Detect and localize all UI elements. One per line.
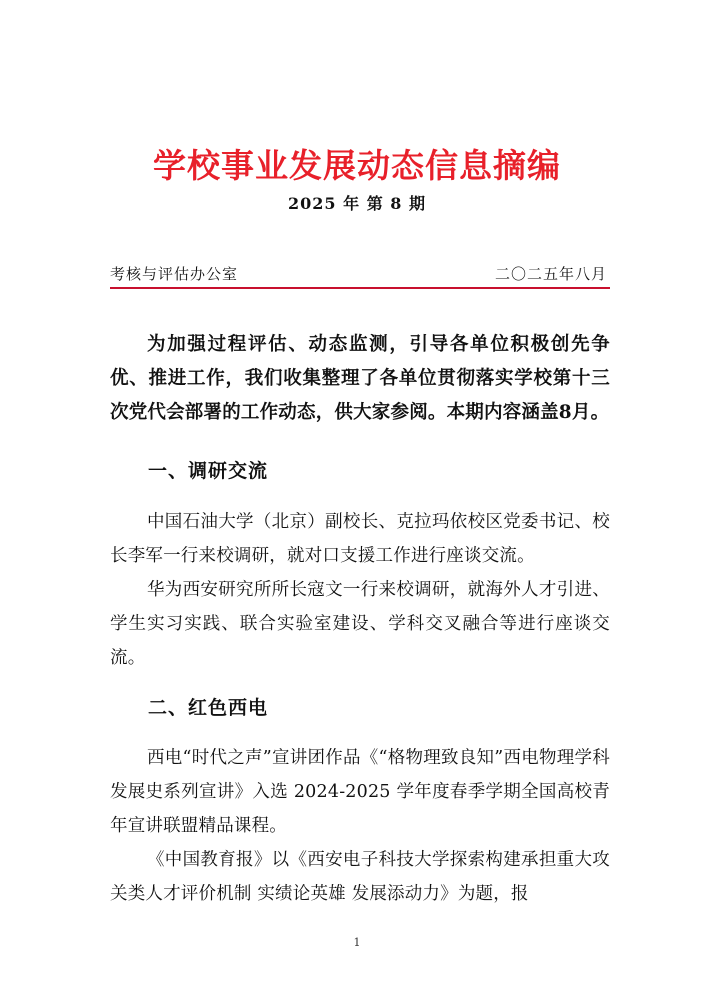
intro-paragraph: 为加强过程评估、动态监测，引导各单位积极创先争优、推进工作，我们收集整理了各单位贯彻落实学校第十三次党代会部署的工作动态，供大家参阅。本期内容涵盖8月。 [110, 334, 610, 423]
issuing-office: 考核与评估办公室 [110, 265, 239, 283]
section-heading-research: 一、调研交流 [148, 460, 269, 482]
body-paragraph: 中国石油大学（北京）副校长、克拉玛依校区党委书记、校长李军一行来校调研，就对口支援工作进行座谈交流。 [110, 512, 610, 566]
issue-number: 2025 年 第 8 期 [288, 194, 426, 213]
page-number: 1 [353, 936, 361, 949]
issue-date: 二〇二五年八月 [494, 265, 607, 283]
section-heading-red-xidian: 二、红色西电 [148, 697, 269, 719]
document-title: 学校事业发展动态信息摘编 [153, 146, 561, 185]
body-paragraph: 西电“时代之声”宣讲团作品《“格物理致良知”西电物理学科发展史系列宣讲》入选 2024-2025 学年度春季学期全国高校青年宣讲联盟精品课程。 [110, 748, 610, 836]
header-divider [110, 287, 610, 289]
body-paragraph: 《中国教育报》以《西安电子科技大学探索构建承担重大攻关类人才评价机制 实绩论英雄 发展添动力》为题，报 [110, 850, 610, 904]
body-paragraph: 华为西安研究所所长寇文一行来校调研，就海外人才引进、学生实习实践、联合实验室建设、学科交叉融合等进行座谈交流。 [110, 580, 610, 668]
